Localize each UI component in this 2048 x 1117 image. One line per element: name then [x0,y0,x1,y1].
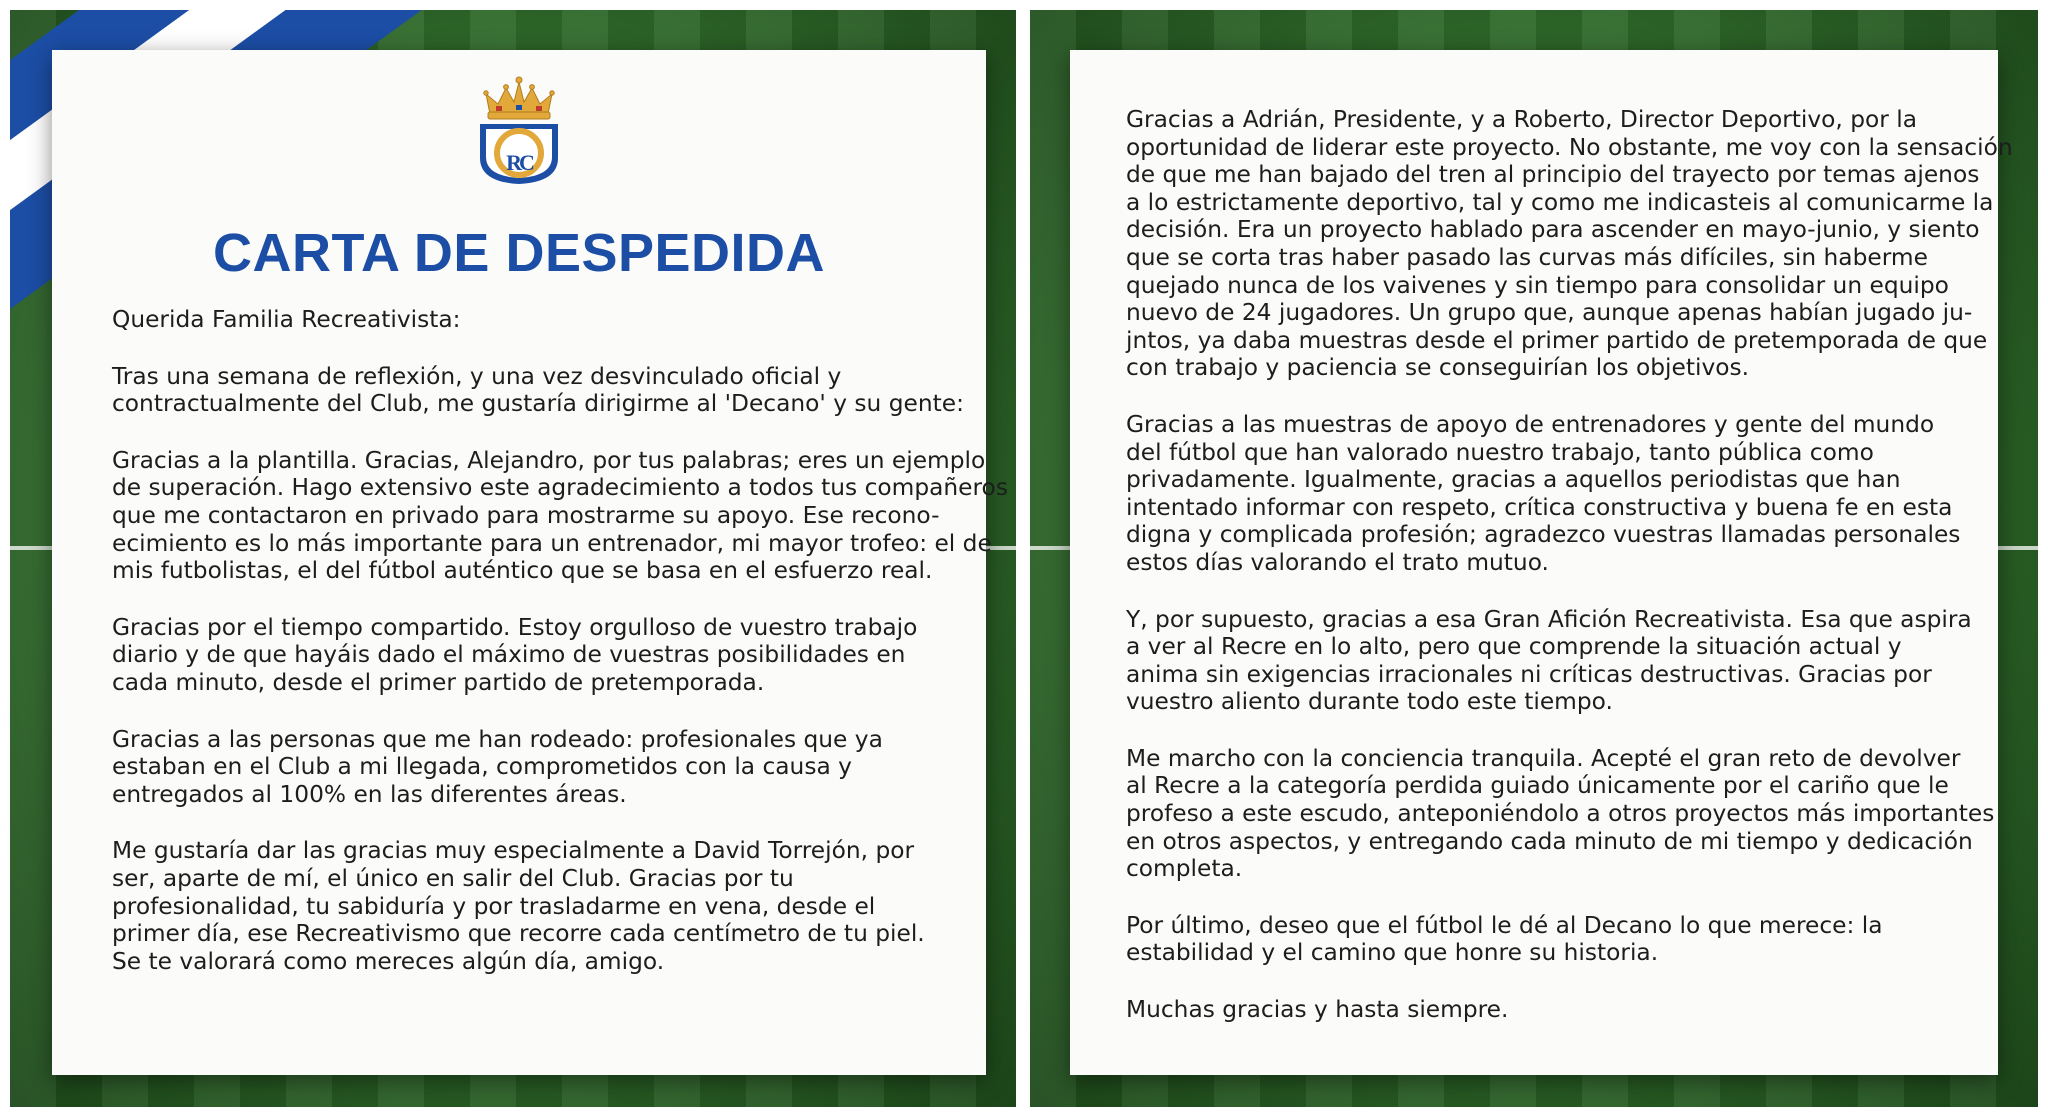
letter-body-left [112,306,1008,1004]
paragraph: Gracias por el tiempo compartido. Estoy orgulloso de vuestro trabajo diario y de que hayáis dado el máximo de vuestras posibilidades en cada minuto, desde el primer partido de pretemporada. [112,613,918,696]
closing: Muchas gracias y hasta siempre. [1126,996,1509,1024]
paragraph: Por último, deseo que el fútbol le dé al Decano lo que merece: la estabilidad y el camino que honre su historia. [1126,911,1883,967]
left-panel-background [10,10,1016,1107]
paragraph: Gracias a las personas que me han rodeado: profesionales que ya estaban en el Club a mi llegada, comprometidos con la causa y entregados al 100% en las diferentes áreas. [112,725,883,808]
page-title: CARTA DE DESPEDIDA [212,223,826,283]
letter-page-right [1070,50,2013,1075]
letter-page-left [52,50,1008,1075]
crest-monogram: RC [506,150,532,175]
paragraph: Gracias a las muestras de apoyo de entrenadores y gente del mundo del fútbol que han valorado nuestro trabajo, tanto pública como privadamente. Igualmente, gracias a aquellos periodistas que han intentado informar con respeto, crítica constructiva y buena fe en esta digna y complicada profesión; agradezco vuestras llamadas personales estos días valorando el trato mutuo. [1126,410,1961,576]
paragraph: Y, por supuesto, gracias a esa Gran Afición Recreativista. Esa que aspira a ver al Recre en lo alto, pero que comprende la situación actual y anima sin exigencias irracionales ni críticas destructivas. Gracias por vuestro aliento durante todo este tiempo. [1126,605,1972,716]
paragraph: Gracias a Adrián, Presidente, y a Roberto, Director Deportivo, por la oportunidad de liderar este proyecto. No obstante, me voy con la sensación de que me han bajado del tren al principio del trayecto por temas ajenos a lo estrictamente deportivo, tal y como me indicasteis al comunicarme la decisión. Era un proyecto hablado para ascender en mayo-junio, y siento que se corta tras haber pasado las curvas más difíciles, sin haberme quejado nunca de los vaivenes y sin tiempo para consolidar un equipo nuevo de 24 jugadores. Un grupo que, aunque apenas habían jugado ju- jntos, ya daba muestras desde el primer partido de pretemporada de que con trabajo y paciencia se conseguirían los objetivos. [1126,106,2013,382]
greeting: Querida Familia Recreativista: [112,306,461,333]
letter-body-right [1126,106,2013,1053]
paragraph: Gracias a la plantilla. Gracias, Alejandro, por tus palabras; eres un ejemplo de superación. Hago extensivo este agradecimiento a todos tus compañeros que me contactaron en privado para mostrarme su apoyo. Ese recono- ecimiento es lo más importante para un entrenador, mi mayor trofeo: el de mis futbolistas, el del fútbol auténtico que se basa en el esfuerzo real. [112,446,1008,585]
paragraph: Me gustaría dar las gracias muy especialmente a David Torrejón, por ser, aparte de mí, el único en salir del Club. Gracias por tu profesionalidad, tu sabiduría y por trasladarme en vena, desde el primer día, ese Recreativismo que recorre cada centímetro de tu piel. Se te valorará como mereces algún día, amigo. [112,837,925,975]
paragraph: Tras una semana de reflexión, y una vez desvinculado oficial y contractualmente del Club, me gustaría dirigirme al 'Decano' y su gente: [112,362,964,418]
right-panel-background [1030,10,2038,1107]
paragraph: Me marcho con la conciencia tranquila. Acepté el gran reto de devolver al Recre a la categoría perdida guiado únicamente por el cariño que le profeso a este escudo, anteponiéndolo a otros proyectos más importantes en otros aspectos, y entregando cada minuto de mi tiempo y dedicación completa. [1126,744,1995,883]
